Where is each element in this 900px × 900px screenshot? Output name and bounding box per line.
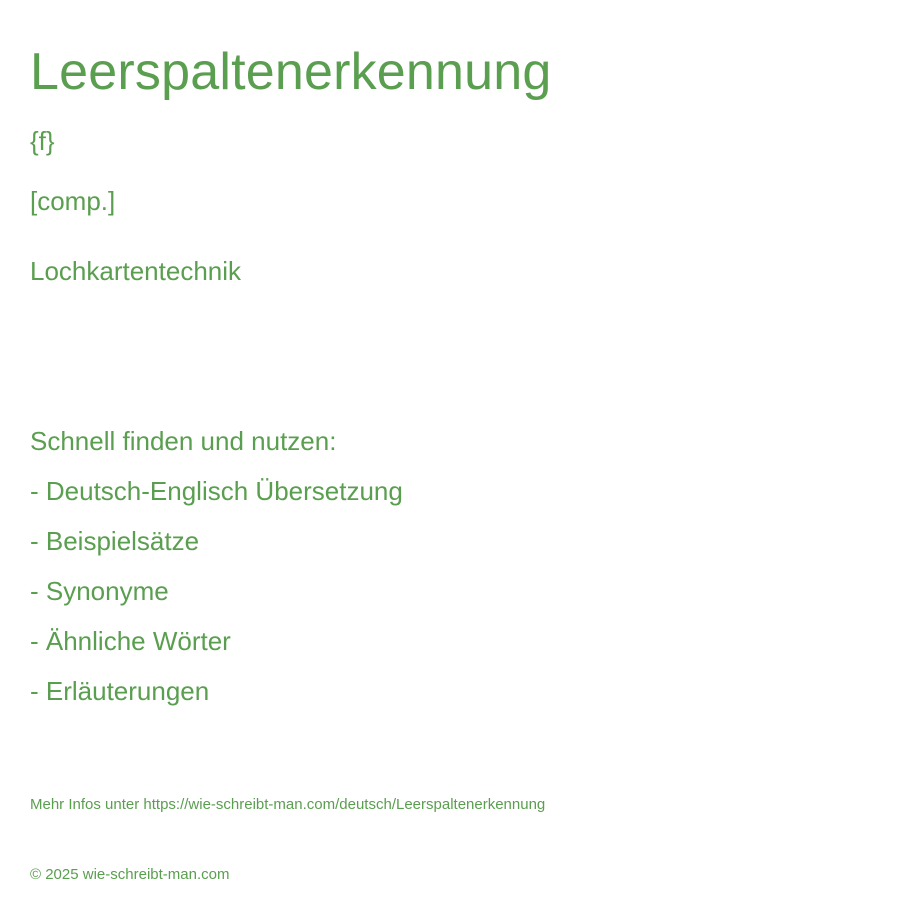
features-heading: Schnell finden und nutzen: — [30, 426, 337, 456]
copyright-notice: © 2025 wie-schreibt-man.com — [30, 866, 230, 883]
feature-item-translation: - Deutsch-Englisch Übersetzung — [30, 476, 403, 506]
more-info-link[interactable]: Mehr Infos unter https://wie-schreibt-man.com/deutsch/Leerspaltenerkennung — [30, 796, 546, 813]
subject-label: Lochkartentechnik — [30, 256, 242, 286]
feature-item-synonyms: - Synonyme — [30, 576, 169, 606]
feature-item-explanations: - Erläuterungen — [30, 676, 210, 706]
feature-item-similar-words: - Ähnliche Wörter — [30, 626, 231, 656]
feature-item-example-sentences: - Beispielsätze — [30, 526, 200, 556]
gender-tag: {f} — [30, 126, 55, 156]
domain-tag: [comp.] — [30, 186, 116, 216]
page-title: Leerspaltenerkennung — [30, 43, 552, 101]
